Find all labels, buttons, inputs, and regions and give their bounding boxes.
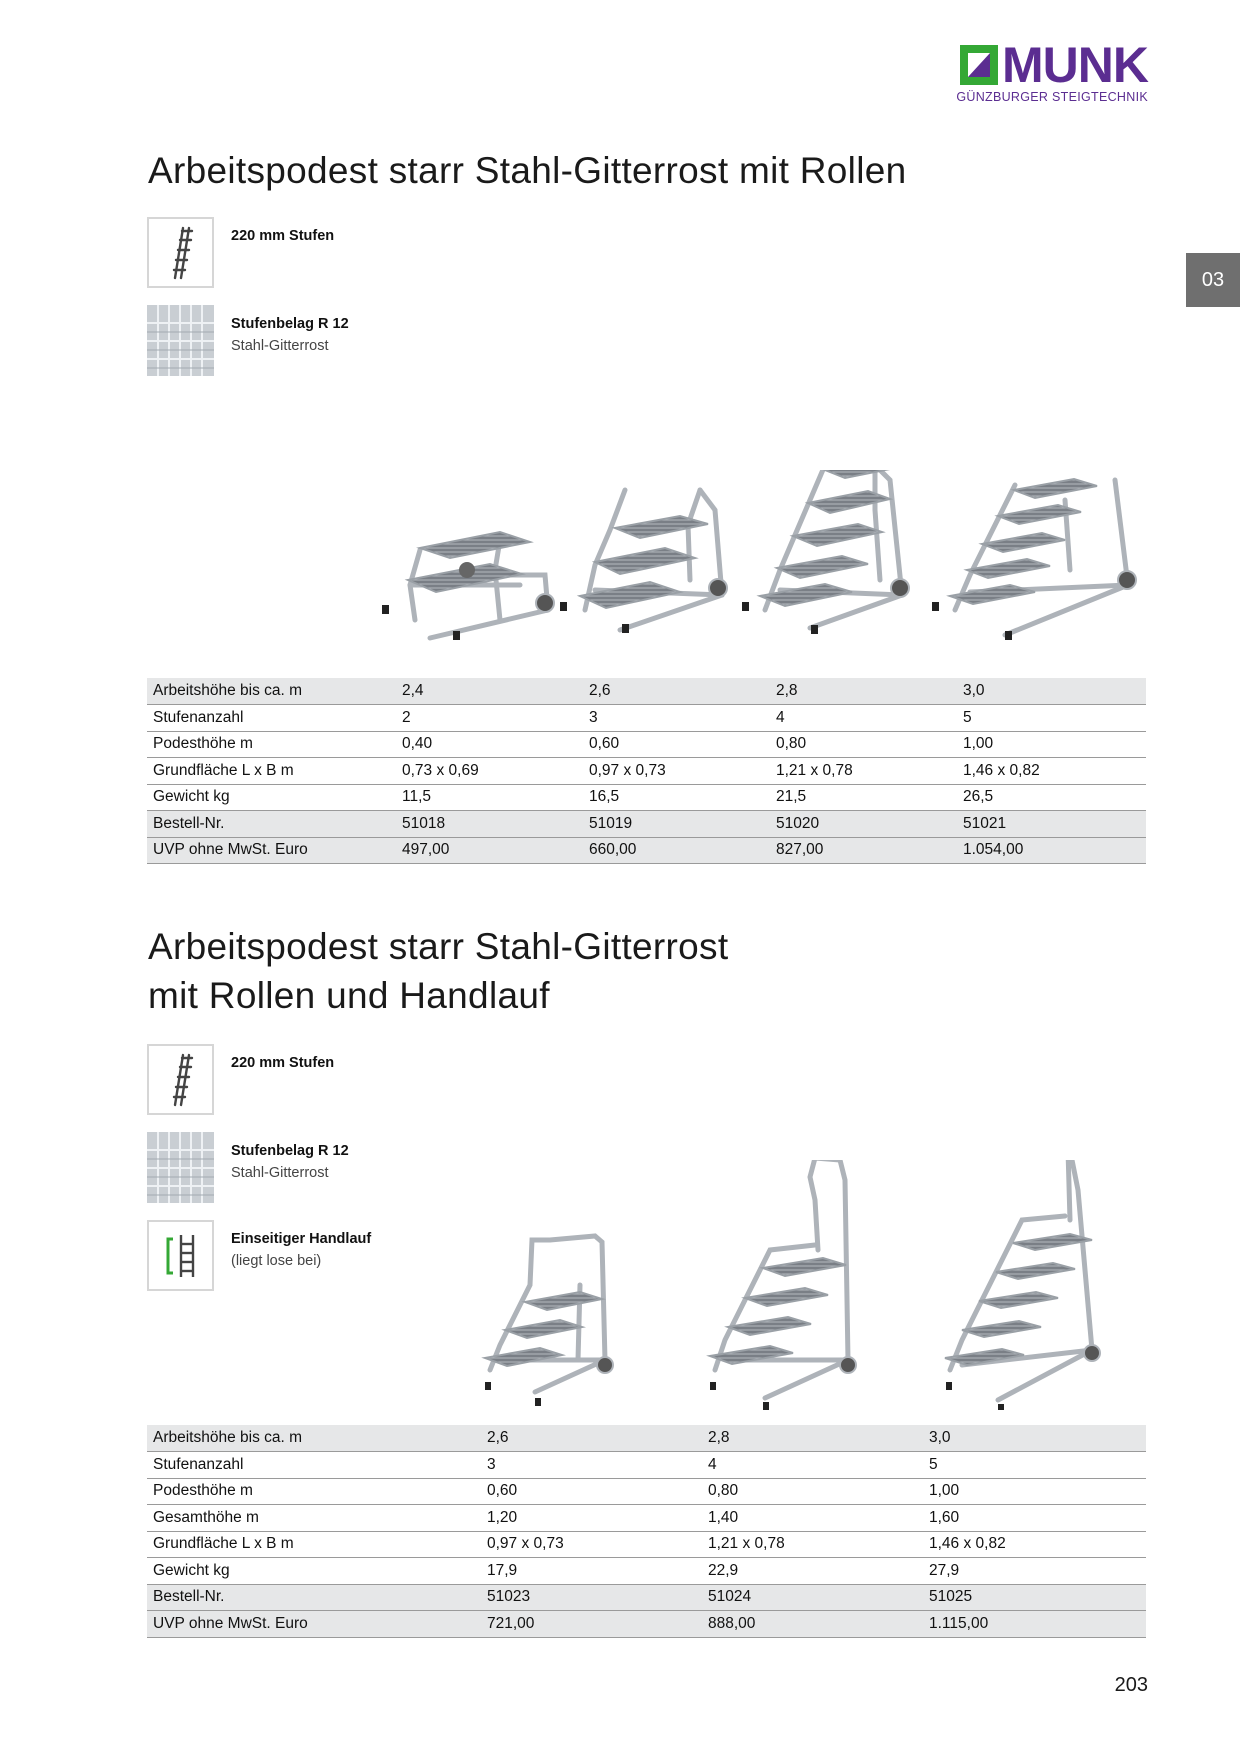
row-label: Gesamthöhe m (147, 1505, 481, 1532)
table-cell: 1,21 x 0,78 (702, 1531, 923, 1558)
table-cell: 3,0 (957, 678, 1146, 705)
table-cell: 1.115,00 (923, 1611, 1146, 1638)
section-2-title (148, 922, 728, 1020)
table-cell: 11,5 (396, 784, 583, 811)
feature-grating (147, 305, 349, 376)
table-row (147, 1611, 1146, 1638)
row-label: Grundfläche L x B m (147, 1531, 481, 1558)
table-cell: 1,46 x 0,82 (957, 758, 1146, 785)
table-row (147, 1531, 1146, 1558)
table-cell: 0,80 (770, 731, 957, 758)
table-row (147, 1478, 1146, 1505)
table-row (147, 1584, 1146, 1611)
table-cell: 26,5 (957, 784, 1146, 811)
table-cell: 827,00 (770, 837, 957, 864)
table-cell: 1,00 (957, 731, 1146, 758)
table-cell: 51021 (957, 811, 1146, 838)
brand-logo (942, 37, 1148, 104)
table-cell: 51019 (583, 811, 770, 838)
row-label: Gewicht kg (147, 784, 396, 811)
row-label: Arbeitshöhe bis ca. m (147, 1425, 481, 1452)
feature-steps-2-title: 220 mm Stufen (231, 1055, 335, 1071)
table-cell: 1,00 (923, 1478, 1146, 1505)
table-cell: 0,40 (396, 731, 583, 758)
table-cell: 5 (957, 705, 1146, 732)
product-image-1 (370, 470, 1150, 650)
grating-icon (147, 1132, 214, 1203)
feature-steps-title: 220 mm Stufen (231, 228, 335, 244)
table-cell: 16,5 (583, 784, 770, 811)
table-cell: 3,0 (923, 1425, 1146, 1452)
page-number: 203 (1114, 1674, 1148, 1696)
table-cell: 21,5 (770, 784, 957, 811)
feature-handrail-title: Einseitiger Handlauf (231, 1231, 372, 1247)
table-cell: 3 (481, 1452, 702, 1479)
table-cell: 660,00 (583, 837, 770, 864)
table-row (147, 731, 1146, 758)
grating-icon (147, 305, 214, 376)
table-cell: 1,20 (481, 1505, 702, 1532)
feature-grating-2-title: Stufenbelag R 12 (231, 1143, 349, 1159)
table-cell: 721,00 (481, 1611, 702, 1638)
table-cell: 1,21 x 0,78 (770, 758, 957, 785)
feature-grating-sub: Stahl-Gitterrost (231, 338, 329, 354)
table-cell: 1.054,00 (957, 837, 1146, 864)
table-row (147, 837, 1146, 864)
table-cell: 2,8 (770, 678, 957, 705)
table-cell: 1,60 (923, 1505, 1146, 1532)
table-cell: 888,00 (702, 1611, 923, 1638)
row-label: Grundfläche L x B m (147, 758, 396, 785)
table-cell: 51024 (702, 1584, 923, 1611)
feature-grating-title: Stufenbelag R 12 (231, 316, 349, 332)
feature-steps-2 (147, 1044, 334, 1115)
table-cell: 2,8 (702, 1425, 923, 1452)
table-cell: 4 (770, 705, 957, 732)
table-row (147, 784, 1146, 811)
row-label: Podesthöhe m (147, 1478, 481, 1505)
feature-handrail (147, 1220, 371, 1291)
table-row (147, 1558, 1146, 1585)
step-ladder-icon (147, 1044, 214, 1115)
table-cell: 0,97 x 0,73 (583, 758, 770, 785)
step-ladder-icon (147, 217, 214, 288)
product-image-2 (480, 1160, 1150, 1410)
table-cell: 0,60 (583, 731, 770, 758)
table-row (147, 1425, 1146, 1452)
table-cell: 0,60 (481, 1478, 702, 1505)
table-cell: 0,80 (702, 1478, 923, 1505)
table-row (147, 758, 1146, 785)
row-label: Arbeitshöhe bis ca. m (147, 678, 396, 705)
row-label: Stufenanzahl (147, 705, 396, 732)
spec-table-2 (147, 1425, 1146, 1638)
spec-table-1 (147, 678, 1146, 864)
table-cell: 2,4 (396, 678, 583, 705)
table-cell: 4 (702, 1452, 923, 1479)
table-cell: 2,6 (583, 678, 770, 705)
table-cell: 1,40 (702, 1505, 923, 1532)
section-2-title-line-2: mit Rollen und Handlauf (148, 975, 550, 1016)
row-label: UVP ohne MwSt. Euro (147, 837, 396, 864)
feature-steps (147, 217, 334, 288)
table-cell: 0,73 x 0,69 (396, 758, 583, 785)
table-row (147, 1452, 1146, 1479)
table-cell: 22,9 (702, 1558, 923, 1585)
row-label: Bestell-Nr. (147, 811, 396, 838)
table-cell: 3 (583, 705, 770, 732)
table-cell: 2,6 (481, 1425, 702, 1452)
section-2-title-line-1: Arbeitspodest starr Stahl-Gitterrost (148, 926, 729, 967)
handrail-icon (147, 1220, 214, 1291)
section-1-title (148, 146, 906, 195)
table-cell: 2 (396, 705, 583, 732)
feature-handrail-sub: (liegt lose bei) (231, 1253, 322, 1269)
table-cell: 51018 (396, 811, 583, 838)
feature-grating-2 (147, 1132, 349, 1203)
section-1-title-line: Arbeitspodest starr Stahl-Gitterrost mit Rollen (148, 150, 907, 191)
table-cell: 17,9 (481, 1558, 702, 1585)
munk-logo-mark-icon (960, 45, 998, 85)
table-cell: 51020 (770, 811, 957, 838)
feature-grating-2-sub: Stahl-Gitterrost (231, 1165, 329, 1181)
table-row (147, 1505, 1146, 1532)
table-cell: 0,97 x 0,73 (481, 1531, 702, 1558)
table-cell: 5 (923, 1452, 1146, 1479)
row-label: UVP ohne MwSt. Euro (147, 1611, 481, 1638)
table-cell: 1,46 x 0,82 (923, 1531, 1146, 1558)
table-row (147, 678, 1146, 705)
table-row (147, 705, 1146, 732)
table-cell: 51023 (481, 1584, 702, 1611)
row-label: Stufenanzahl (147, 1452, 481, 1479)
chapter-tab[interactable]: 03 (1186, 253, 1240, 307)
row-label: Gewicht kg (147, 1558, 481, 1585)
table-row (147, 811, 1146, 838)
table-cell: 497,00 (396, 837, 583, 864)
table-cell: 51025 (923, 1584, 1146, 1611)
row-label: Bestell-Nr. (147, 1584, 481, 1611)
table-cell: 27,9 (923, 1558, 1146, 1585)
row-label: Podesthöhe m (147, 731, 396, 758)
brand-tagline: GÜNZBURGER STEIGTECHNIK (956, 90, 1148, 104)
brand-name: MUNK (1002, 37, 1148, 93)
